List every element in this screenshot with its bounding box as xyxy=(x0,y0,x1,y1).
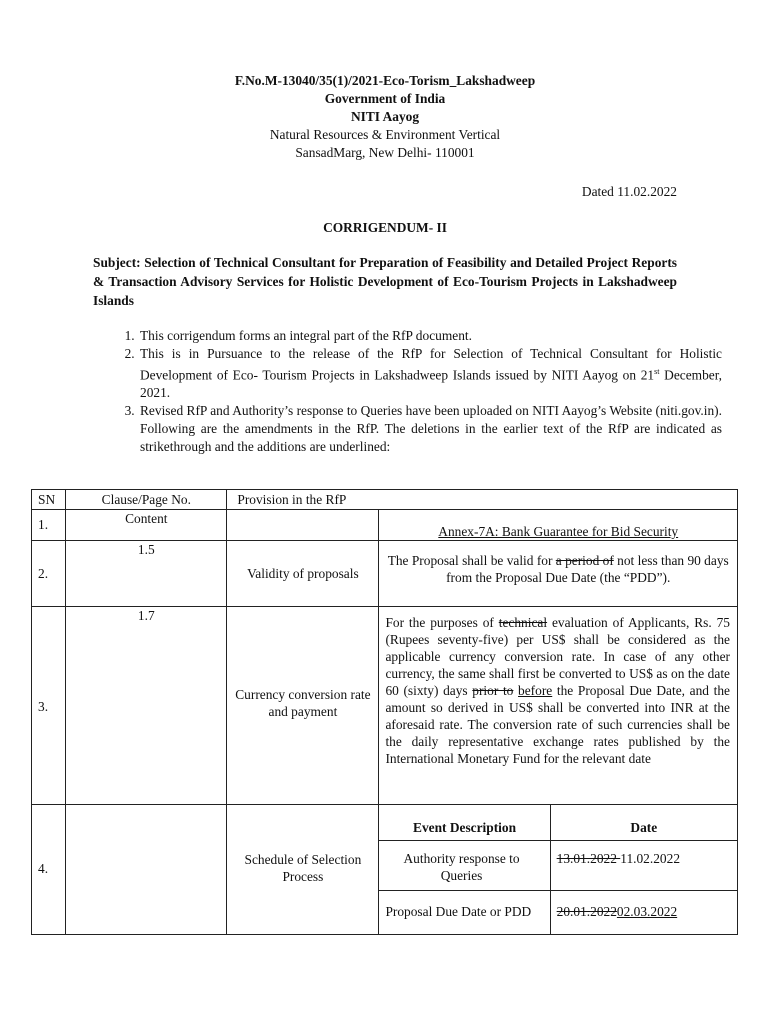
row-2-clause: 1.5 xyxy=(66,541,227,607)
row-1-provision: Annex-7A: Bank Guarantee for Bid Security xyxy=(438,524,679,539)
government-line: Government of India xyxy=(324,91,446,106)
points-list xyxy=(93,327,722,456)
address-line: SansadMarg, New Delhi- 110001 xyxy=(295,145,475,160)
row-2-content: Validity of proposals xyxy=(227,541,379,607)
file-number: F.No.M-13040/35(1)/2021-Eco-Torism_Lakshadweep xyxy=(234,73,536,88)
date-line: Dated 11.02.2022 xyxy=(581,184,677,199)
row-3-sn: 3. xyxy=(32,607,66,805)
row-3-clause: 1.7 xyxy=(66,607,227,805)
header-content: Content xyxy=(66,510,227,541)
point-3: 3. Revised RfP and Authority’s response to Queries have been uploaded on NITI Aayog’s Website (niti.gov.in). Following are the amendments in the RfP. The deletions in the earlier text of the RfP are indicated as strikethrough and the additions are underlined: xyxy=(138,402,722,456)
row-4-clause xyxy=(66,805,227,935)
row-4-content: Schedule of Selection Process xyxy=(227,805,379,935)
schedule-header-event: Event Description xyxy=(379,805,550,841)
amendments-table xyxy=(31,489,738,935)
header-clause: Clause/Page No. xyxy=(66,490,227,510)
row-2-sn: 2. xyxy=(32,541,66,607)
row-1-content xyxy=(227,510,379,541)
row-3-provision: For the purposes of technical evaluation of Applicants, Rs. 75 (Rupees seventy-five) per US$ shall be considered as the applicable currency conversion rate. In case of any other currency, the same shall first be converted to US$ as on the date 60 (sixty) days prior to before the Proposal Due Date, and the amount so derived in US$ shall be converted into INR at the aforesaid rate. The conversion rate of such currencies shall be the daily representative exchange rates published by the International Monetary Fund for the relevant date xyxy=(379,607,738,805)
header-sn: SN xyxy=(32,490,66,510)
document-title: CORRIGENDUM- II xyxy=(323,220,447,235)
header-provision: Provision in the RfP xyxy=(227,490,738,510)
schedule-event-2: Proposal Due Date or PDD xyxy=(379,891,550,935)
subject: Subject: Selection of Technical Consultant for Preparation of Feasibility and Detailed Project Reports & Transaction Advisory Services for Holistic Development of Eco-Tourism Projects in Lakshadweep Islands xyxy=(93,255,677,308)
schedule-date-2: 20.01.202202.03.2022 xyxy=(550,891,737,935)
vertical-line: Natural Resources & Environment Vertical xyxy=(269,127,501,142)
schedule-header-date: Date xyxy=(550,805,737,841)
schedule-date-1: 13.01.2022 11.02.2022 xyxy=(550,841,737,891)
schedule-event-1: Authority response to Queries xyxy=(379,841,550,891)
organisation-line: NITI Aayog xyxy=(350,109,420,124)
row-2-provision: The Proposal shall be valid for a period of not less than 90 days from the Proposal Due Date (the “PDD”). xyxy=(379,541,738,607)
point-2: 2. This is in Pursuance to the release of the RfP for Selection of Technical Consultant for Holistic Development of Eco- Tourism Projects in Lakshadweep Islands issued by NITI Aayog on 21st December, 2021. xyxy=(138,345,722,402)
row-4-sn: 4. xyxy=(32,805,66,935)
point-1: 1. This corrigendum forms an integral part of the RfP document. xyxy=(138,327,722,345)
row-1-sn: 1. xyxy=(32,510,66,541)
row-3-content: Currency conversion rate and payment xyxy=(227,607,379,805)
